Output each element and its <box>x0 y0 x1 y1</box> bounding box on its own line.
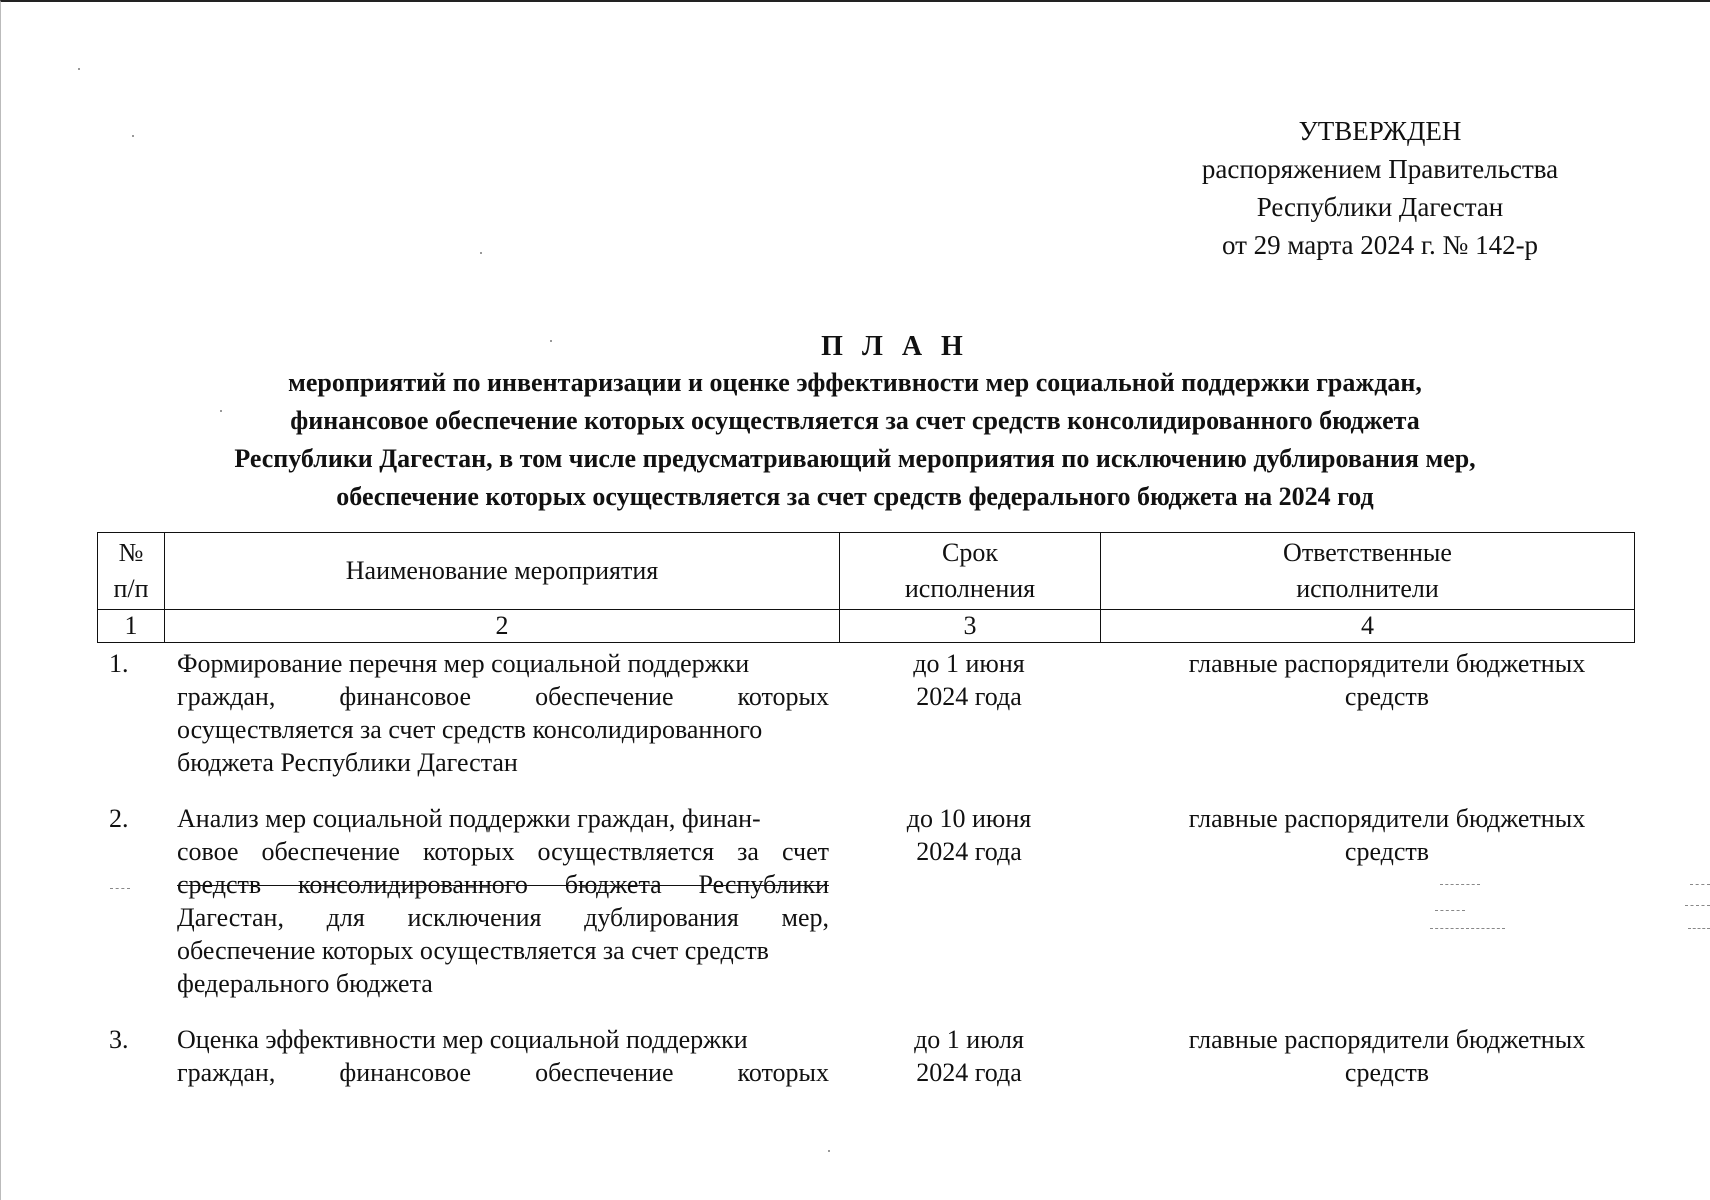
header-resp-line: исполнители <box>1296 574 1439 603</box>
header-row <box>98 533 1635 610</box>
approval-line-date: от 29 марта 2024 г. № 142-р <box>1221 230 1539 260</box>
row-name-line: граждан, финансовое обеспечение которых <box>177 1058 829 1087</box>
plan-heading: П Л А Н <box>821 331 969 362</box>
scan-artifact <box>828 1150 830 1152</box>
column-number: 3 <box>840 610 1101 643</box>
row-name-line: Дагестан, для исключения дублирования мер, <box>177 903 829 932</box>
scan-artifact <box>220 410 222 412</box>
scan-artifact <box>132 135 134 137</box>
row-resp-line: главные распорядители бюджетных <box>1188 1025 1586 1054</box>
subtitle-line: Республики Дагестан, в том числе предусматривающий мероприятия по исключению дублирования мер, <box>234 444 1476 473</box>
row-term-line: до 1 июля <box>914 1025 1024 1054</box>
row-name-line: Формирование перечня мер социальной поддержки <box>177 649 750 678</box>
subtitle-line: обеспечение которых осуществляется за счет средств федерального бюджета на 2024 год <box>336 482 1374 511</box>
subtitle-line: мероприятий по инвентаризации и оценке эффективности мер социальной поддержки граждан, <box>288 368 1422 397</box>
row-name-line: средств консолидированного бюджета Республики <box>177 870 829 899</box>
header-num-abbr: п/п <box>113 574 149 603</box>
row-resp-line: средств <box>1344 1058 1430 1087</box>
table-header <box>97 532 1635 643</box>
row-term-line: 2024 года <box>916 837 1022 866</box>
approval-line-republic: Республики Дагестан <box>1256 192 1504 222</box>
header-term-line: Срок <box>942 538 998 567</box>
column-number: 4 <box>1101 610 1635 643</box>
row-responsible <box>1127 647 1647 713</box>
row-name-line: федерального бюджета <box>177 969 433 998</box>
column-number-row <box>98 610 1635 643</box>
row-number: 3. <box>109 1025 129 1054</box>
row-term <box>869 802 1069 868</box>
row-name <box>177 1023 829 1089</box>
header-term-line: исполнения <box>904 574 1036 603</box>
row-term-line: 2024 года <box>916 682 1022 711</box>
scan-artifact <box>1430 928 1505 929</box>
header-resp-line: Ответственные <box>1283 538 1452 567</box>
scan-artifact <box>1688 928 1710 929</box>
scan-artifact <box>1440 884 1480 885</box>
row-name <box>177 647 829 779</box>
row-name <box>177 802 829 1000</box>
row-term <box>869 1023 1069 1089</box>
row-responsible <box>1127 802 1647 868</box>
scan-artifact <box>480 252 482 254</box>
header-num-symbol: № <box>118 538 144 567</box>
approval-heading: УТВЕРЖДЕН <box>1298 116 1462 146</box>
header-term <box>840 533 1101 610</box>
scan-artifact <box>550 340 552 342</box>
row-resp-line: средств <box>1344 837 1430 866</box>
row-term-line: 2024 года <box>916 1058 1022 1087</box>
scan-artifact <box>1435 910 1465 911</box>
row-name-line: Анализ мер социальной поддержки граждан, финан- <box>177 804 761 833</box>
row-resp-line: главные распорядители бюджетных <box>1188 649 1586 678</box>
column-number: 2 <box>165 610 840 643</box>
header-num <box>98 533 165 610</box>
row-number: 1. <box>109 649 129 678</box>
row-name-line: бюджета Республики Дагестан <box>177 748 518 777</box>
row-number: 2. <box>109 804 129 833</box>
column-number: 1 <box>98 610 165 643</box>
scan-artifact <box>110 888 130 889</box>
row-responsible <box>1127 1023 1647 1089</box>
row-name-line: обеспечение которых осуществляется за счет средств <box>177 936 769 965</box>
scan-artifact <box>78 68 80 70</box>
row-term-line: до 10 июня <box>906 804 1032 833</box>
scan-artifact <box>1685 905 1710 906</box>
approval-line-order: распоряжением Правительства <box>1201 154 1559 184</box>
row-name-line: граждан, финансовое обеспечение которых <box>177 682 829 711</box>
plan-subtitle <box>170 364 1540 516</box>
row-name-line: Оценка эффективности мер социальной поддержки <box>177 1025 748 1054</box>
row-resp-line: главные распорядители бюджетных <box>1188 804 1586 833</box>
header-responsible <box>1101 533 1635 610</box>
row-term <box>869 647 1069 713</box>
subtitle-line: финансовое обеспечение которых осуществляется за счет средств консолидированного бюджета <box>290 406 1420 435</box>
header-name: Наименование мероприятия <box>165 533 840 610</box>
approval-block <box>1150 112 1610 264</box>
row-name-line: осуществляется за счет средств консолидированного <box>177 715 763 744</box>
row-term-line: до 1 июня <box>913 649 1025 678</box>
row-resp-line: средств <box>1344 682 1430 711</box>
scan-artifact <box>1690 884 1710 885</box>
document-title <box>100 330 1710 516</box>
row-name-line: совое обеспечение которых осуществляется за счет <box>177 837 829 866</box>
